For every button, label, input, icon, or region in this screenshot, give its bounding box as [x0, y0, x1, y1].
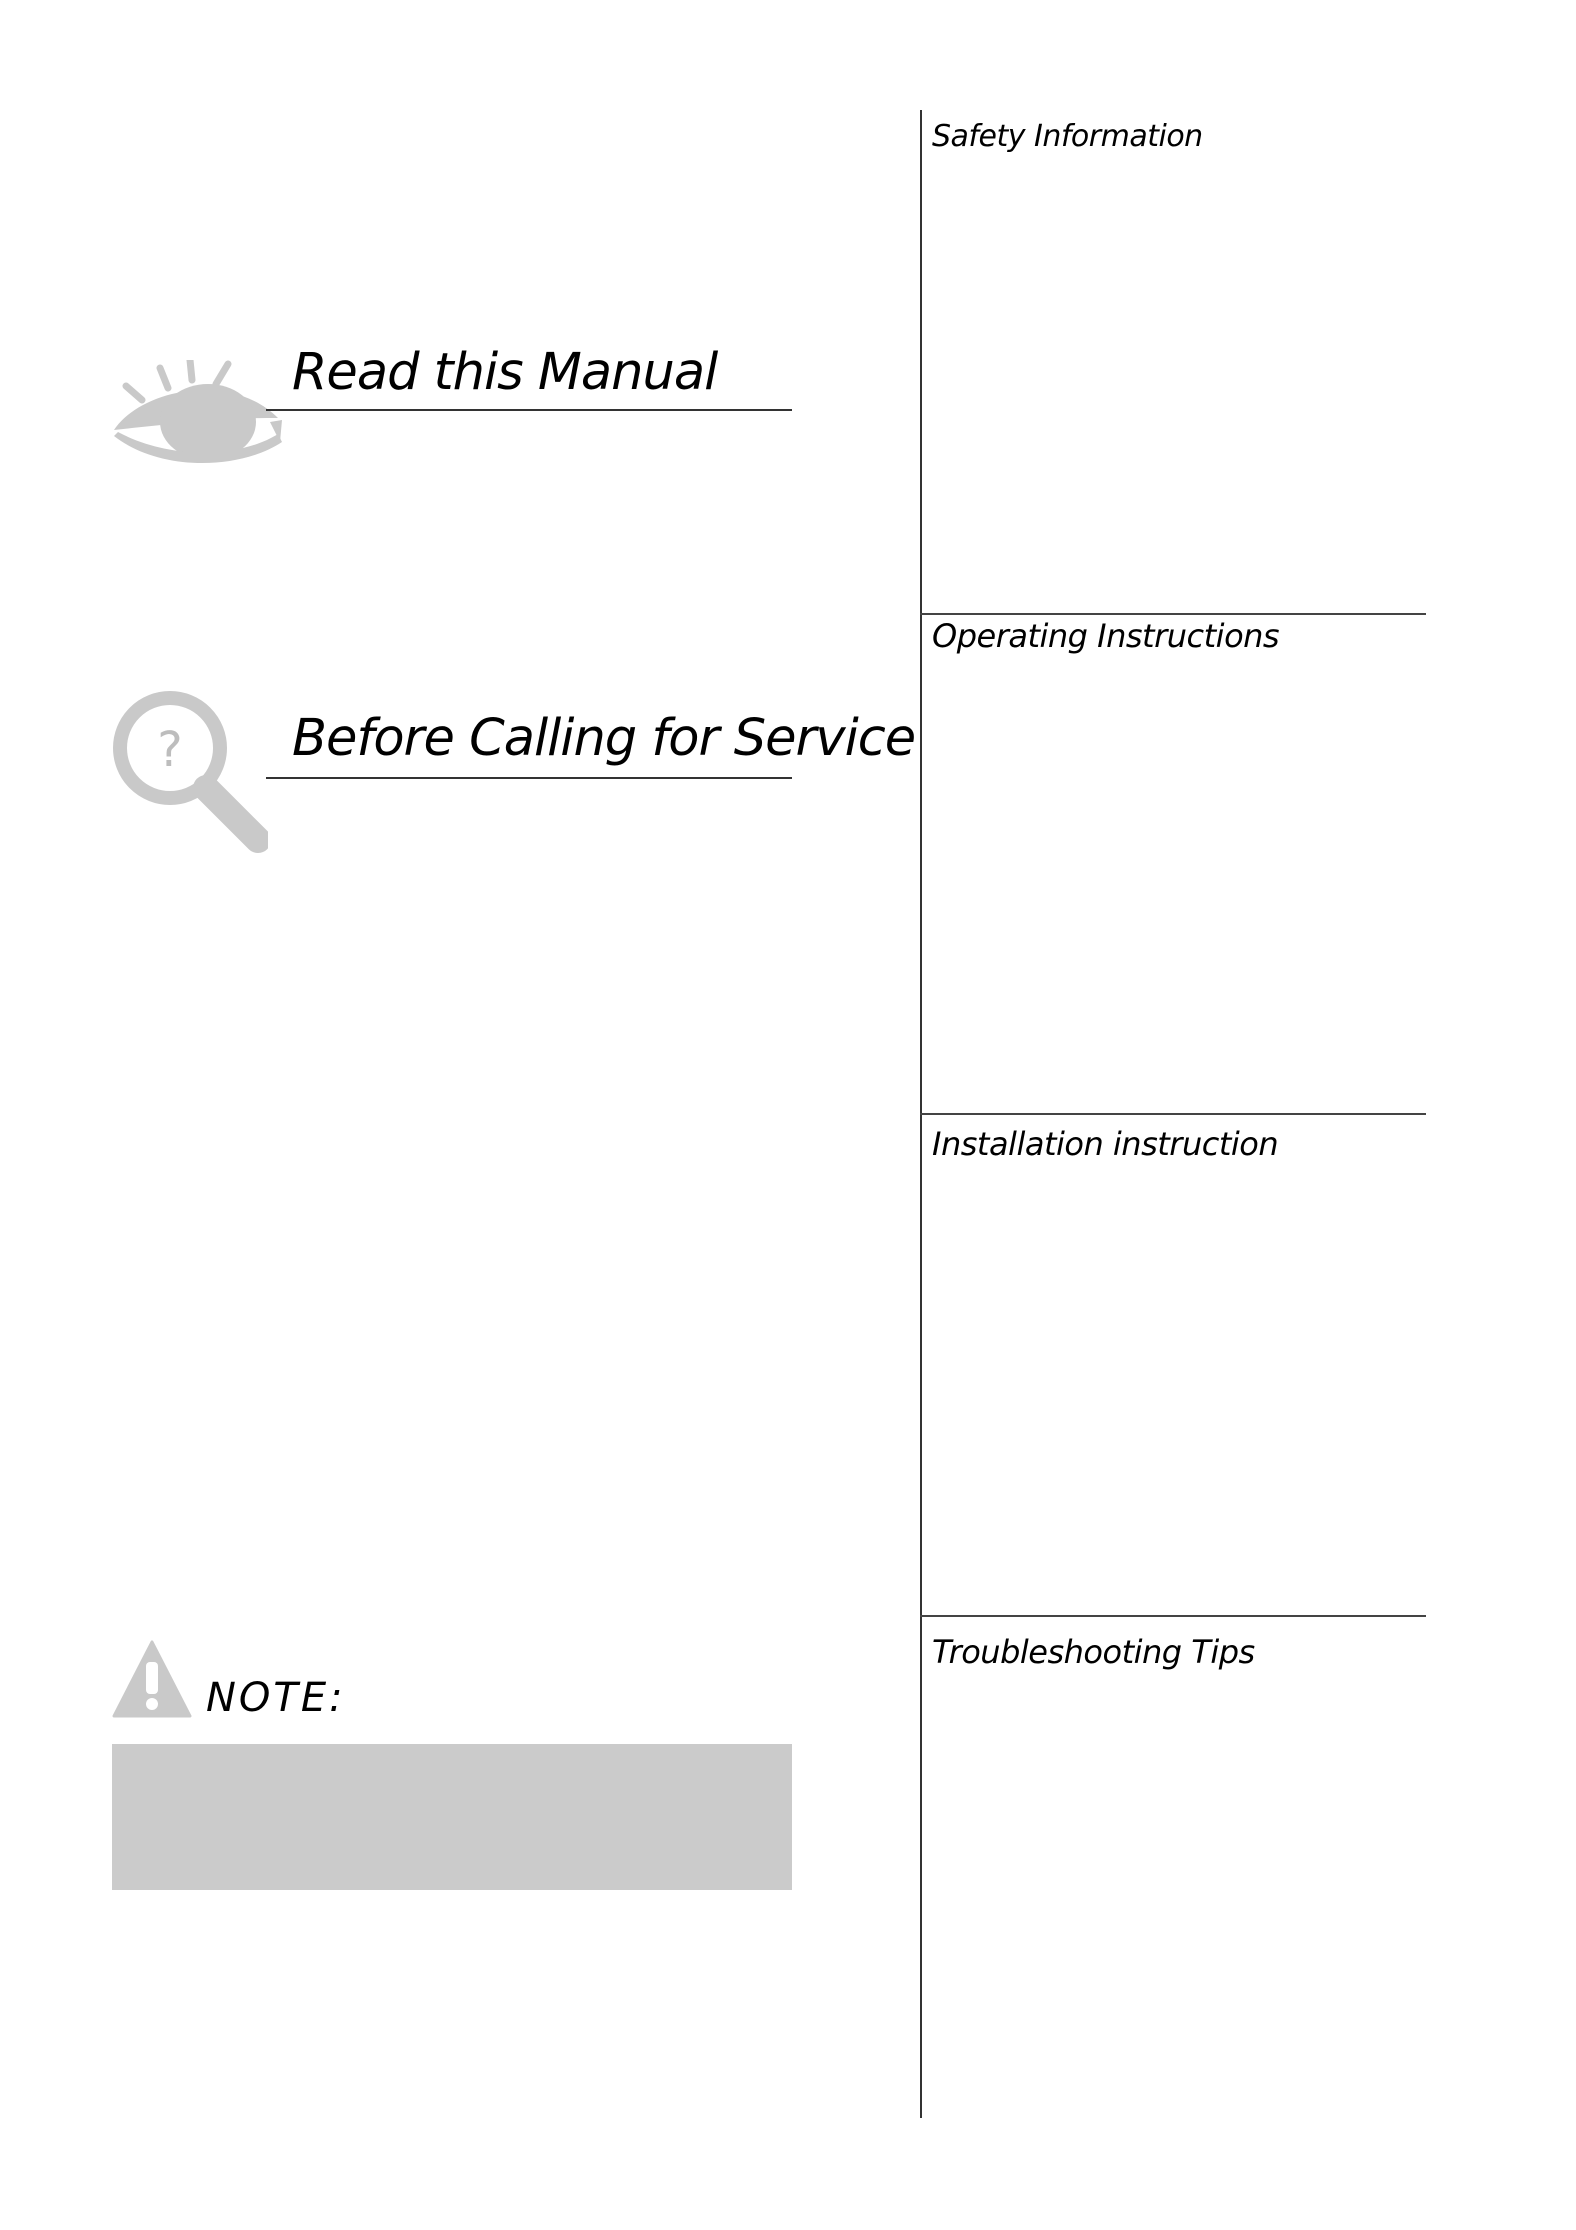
section-title-troubleshooting-tips: Troubleshooting Tips: [932, 1633, 1255, 1671]
warning-icon: [112, 1640, 192, 1718]
section-title-installation-instruction: Installation instruction: [932, 1125, 1279, 1163]
section-divider-operating: [920, 613, 1426, 615]
section-divider-installation: [920, 1113, 1426, 1115]
read-manual-heading: Read this Manual: [292, 343, 718, 402]
section-title-operating-instructions: Operating Instructions: [932, 617, 1280, 655]
question-mark-glyph: ?: [157, 722, 183, 778]
note-box: [112, 1744, 792, 1890]
magnifier-question-icon: [108, 688, 268, 853]
read-manual-underline: [266, 409, 792, 411]
section-title-safety-information: Safety Information: [932, 119, 1203, 154]
note-label: NOTE:: [206, 1675, 346, 1721]
before-calling-heading: Before Calling for Service: [292, 709, 916, 768]
section-divider-troubleshooting: [920, 1615, 1426, 1617]
eye-icon: [110, 360, 285, 470]
before-calling-underline: [266, 777, 792, 779]
